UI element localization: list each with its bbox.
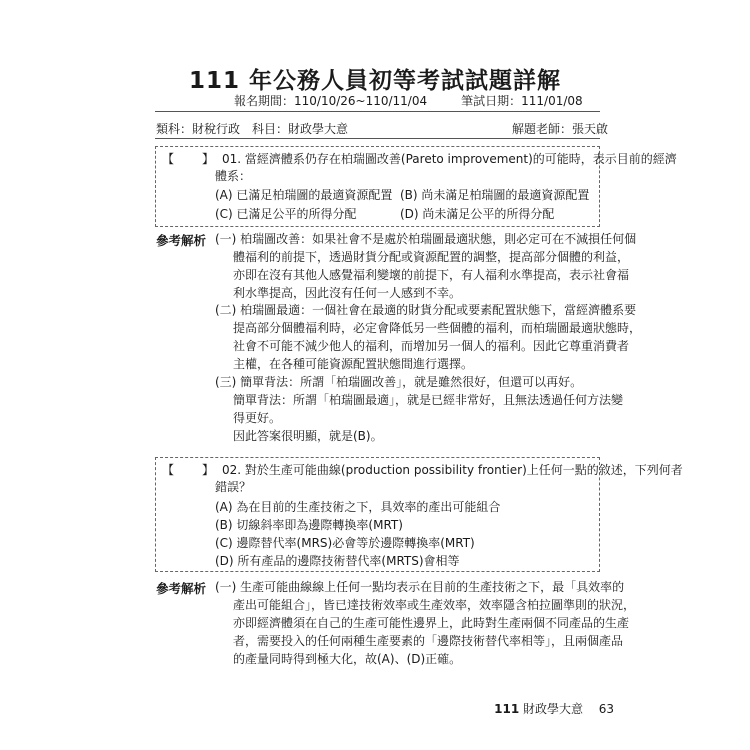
question-2-line2: 錯誤？ <box>215 480 252 494</box>
exam-dates <box>234 92 583 109</box>
answer-1-line: (二) 柏瑞圖最適：一個社會在最適的財貨分配或要素配置狀態下，當經濟體系要 <box>215 303 637 317</box>
exam-date: 筆試日期：111/01/08 <box>461 94 583 108</box>
registration-period: 報名期間：110/10/26~110/11/04 <box>234 94 428 108</box>
question-1-line1 <box>162 151 677 167</box>
answer-bracket: 【 】 <box>162 463 223 477</box>
answer-1-line: 簡單背法：所謂「柏瑞圖最適」，就是已經非常好，且無法透過任何方法變 <box>233 393 624 407</box>
page-footer <box>494 700 614 717</box>
answer-1-line: 因此答案很明顯，就是(B)。 <box>233 429 383 443</box>
answer-2-line: 亦即經濟體須在自己的生產可能性邊界上，此時對生產兩個不同產品的生產 <box>233 616 630 630</box>
q1-option-a: (A) 已滿足柏瑞圖的最適資源配置 <box>215 188 393 202</box>
question-1-text: 01. 當經濟體系仍存在柏瑞圖改善(Pareto improvement)的可能時，表示目前的經濟 <box>222 152 677 166</box>
answer-1-label: 參考解析 <box>156 233 207 248</box>
answer-1-line: 社會不可能不減少他人的福利，而增加另一個人的福利。因此它尊重消費者 <box>233 339 630 353</box>
q2-option-d: (D) 所有產品的邊際技術替代率(MRTS)會相等 <box>215 554 460 568</box>
answer-bracket: 【 】 <box>162 152 223 166</box>
answer-1-line: 利水準提高，因此沒有任何一人感到不幸。 <box>233 286 462 300</box>
answer-1-line: (三) 簡單背法：所謂「柏瑞圖改善」，就是雖然很好，但還可以再好。 <box>215 375 583 389</box>
answer-2-line: (一) 生產可能曲線線上任何一點均表示在目前的生產技術之下，最「具效率的 <box>215 580 625 594</box>
answer-1-line: 得更好。 <box>233 411 282 425</box>
footer-subject: 財政學大意 <box>523 702 584 716</box>
q1-option-c: (C) 已滿足公平的所得分配 <box>215 207 357 221</box>
teacher: 解題老師：張天啟 <box>512 122 609 136</box>
answer-1-line: 提高部分個體福利時，必定會降低另一些個體的福利，而柏瑞圖最適狀態時， <box>233 321 642 335</box>
q2-option-c: (C) 邊際替代率(MRS)必會等於邊際轉換率(MRT) <box>215 536 475 550</box>
q2-option-b: (B) 切線斜率即為邊際轉換率(MRT) <box>215 518 403 532</box>
page-title: 111 年公務人員初等考試試題詳解 <box>188 68 562 94</box>
answer-2-label: 參考解析 <box>156 581 207 596</box>
question-2-line1 <box>162 462 683 478</box>
answer-2-line: 者，需要投入的任何兩種生產要素的「邊際技術替代率相等」，且兩個產品 <box>233 634 624 648</box>
answer-1-line: 主權，在各種可能資源配置狀態間進行選擇。 <box>233 357 474 371</box>
question-2-text: 02. 對於生產可能曲線(production possibility frontier)上任何一點的敘述，下列何者 <box>222 463 683 477</box>
category-subject: 類科：財稅行政 科目：財政學大意 <box>156 122 349 136</box>
top-divider <box>155 111 600 112</box>
answer-1-line: 亦即在沒有其他人感覺福利變壞的前提下，有人福利水準提高，表示社會福 <box>233 268 630 282</box>
question-1-line2: 體系： <box>215 169 252 183</box>
q2-option-a: (A) 為在目前的生產技術之下，具效率的產出可能組合 <box>215 500 501 514</box>
answer-2-line: 產出可能組合」，皆已達技術效率或生產效率，效率隱含柏拉圖準則的狀況， <box>233 598 636 612</box>
q1-option-d: (D) 尚未滿足公平的所得分配 <box>400 207 555 221</box>
meta-divider <box>155 138 600 139</box>
q1-option-b: (B) 尚未滿足柏瑞圖的最適資源配置 <box>400 188 590 202</box>
page-number: 63 <box>598 702 614 716</box>
answer-1-line: (一) 柏瑞圖改善：如果社會不是處於柏瑞圖最適狀態，則必定可在不減損任何個 <box>215 232 637 246</box>
footer-year: 111 <box>494 702 520 716</box>
answer-1-line: 體福利的前提下，透過財貨分配或資源配置的調整，提高部分個體的利益， <box>233 250 630 264</box>
answer-2-line: 的產量同時得到極大化，故(A)、(D)正確。 <box>233 652 462 666</box>
